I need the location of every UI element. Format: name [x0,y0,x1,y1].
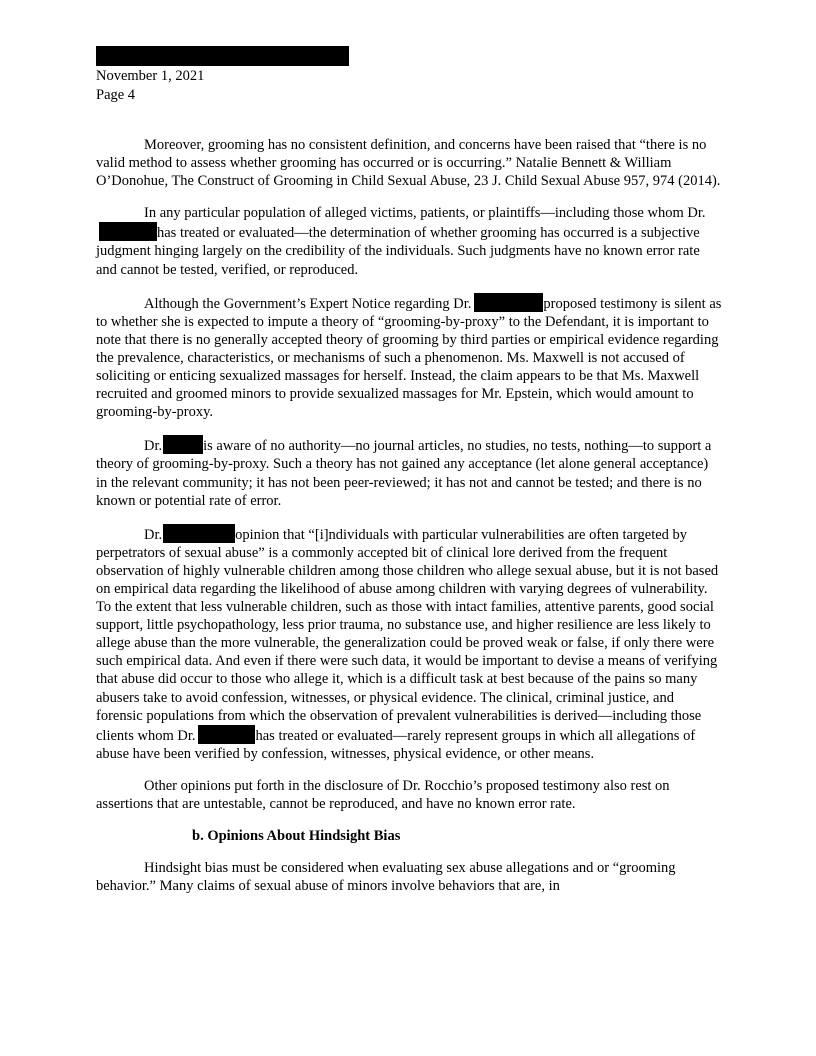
paragraph-text: has treated or evaluated—the determination of whether grooming has occurred is a subjective judgment hinging largely on the credibility of the individuals. Such judgments have no known error rate and cannot be tested, verified, or reproduced. [96,225,700,278]
document-body [96,136,722,909]
paragraph-text: opinion that “[i]ndividuals with particular vulnerabilities are often targeted by perpetrators of sexual abuse” is a commonly accepted bit of clinical lore derived from the frequent observation of highly vulnerable children among those children who allege sexual abuse, but it is not based on empirical data regarding the likelihood of abuse among children with varying degrees of vulnerability. To the extent that less vulnerable children, such as those with intact families, attentive parents, good social support, little psychopathology, less prior trauma, no substance use, and higher resilience are less likely to allege abuse than the more vulnerable, the generalization could be proved weak or false, if only there were such empirical data. And even if there were such data, it would be important to devise a means of verifying that abuse did occur to those who allege it, which is a difficult task at best because of the pains so many abusers take to avoid confession, witnesses, or physical evidence. The clinical, criminal justice, and forensic populations from which the observation of prevalent vulnerabilities is derived—including those clients whom Dr. [96,526,719,744]
redaction-bar [163,435,203,454]
paragraph-text: is aware of no authority—no journal articles, no studies, no tests, nothing—to support a theory of grooming-by-proxy. Such a theory has not gained any acceptance (let alone general acceptance) in the relevant community; it has not been peer-reviewed; it has not and cannot be tested; and there is no known or potential rate of error. [96,438,712,509]
header-date: November 1, 2021 [96,68,205,84]
section-subheading: b. Opinions About Hindsight Bias [192,828,401,845]
paragraph-grooming-by-proxy [96,293,722,422]
redacted-header-block [96,46,349,66]
paragraph-text: Dr. [144,438,163,455]
paragraph-text: In any particular population of alleged victims, patients, or plaintiffs—including those whom Dr. [144,205,706,222]
redaction-bar [163,524,235,543]
paragraph-subjective-judgment [96,204,722,278]
paragraph-grooming-definition: Moreover, grooming has no consistent definition, and concerns have been raised that “there is no valid method to assess whether grooming has occurred or is occurring.” Natalie Bennett & William O’Donohue, The Construct of Grooming in Child Sexual Abuse, 23 J. Child Sexual Abuse 957, 974 (2014). [96,137,721,190]
paragraph-other-opinions: Other opinions put forth in the disclosure of Dr. Rocchio’s proposed testimony also rest on assertions that are untestable, cannot be reproduced, and have no known error rate. [96,777,670,812]
paragraph-text: proposed testimony is silent as to whether she is expected to impute a theory of “grooming-by-proxy” to the Defendant, it is important to note that there is no generally accepted theory of grooming by third parties or empirical evidence regarding the prevalence, characteristics, or mechanisms of such a phenomenon. Ms. Maxwell is not accused of soliciting or enticing sexualized massages for herself. Instead, the claim appears to be that Ms. Maxwell recruited and groomed minors to provide sexualized massages for Mr. Epstein, which would amount to grooming-by-proxy. [96,295,722,421]
paragraph-text: Dr. [144,526,163,543]
redaction-bar [198,725,255,744]
paragraph-hindsight-bias: Hindsight bias must be considered when evaluating sex abuse allegations and or “grooming behavior.” Many claims of sexual abuse of minors involve behaviors that are, in [96,860,676,895]
paragraph-no-authority [96,435,722,509]
header-page-number: Page 4 [96,87,136,103]
paragraph-text: has treated or evaluated—rarely represent groups in which all allegations of abuse have been verified by confession, witnesses, physical evidence, or other means. [96,727,696,762]
redaction-bar [99,222,157,241]
letter-header [96,67,204,105]
paragraph-vulnerabilities [96,524,722,763]
redaction-bar [474,293,543,312]
paragraph-text: Although the Government’s Expert Notice regarding Dr. [144,295,472,312]
